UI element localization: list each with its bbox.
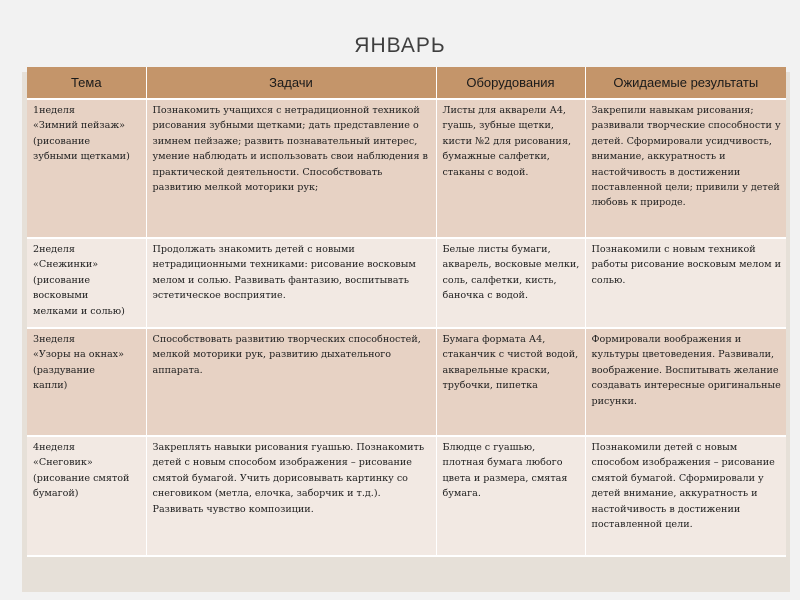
cell-tasks: Закреплять навыки рисования гуашью. Познакомить детей с новым способом изображения – рисование смятой бумагой. Учить дорисовывать картинку со снеговиком (метла, елочка, заборчик и т.д.). Развивать чувство композиции. <box>146 436 436 556</box>
slide-title: ЯНВАРЬ <box>354 34 446 57</box>
header-row <box>27 67 786 99</box>
cell-results: Формировали воображения и культуры цветоведения. Развивали, воображение. Воспитывать желание создавать интересные оригинальные рисунки. <box>585 328 786 436</box>
cell-theme: 3неделя «Узоры на окнах» (раздувание капли) <box>27 328 146 436</box>
cell-results: Закрепили навыкам рисования; развивали творческие способности у детей. Сформировали усидчивость, внимание, аккуратность и настойчивость в достижении поставленной цели; привили у детей любовь к природе. <box>585 99 786 238</box>
cell-tasks: Продолжать знакомить детей с новыми нетрадиционными техниками: рисование восковым мелом и солью. Развивать фантазию, воспитывать эстетическое восприятие. <box>146 238 436 328</box>
cell-tasks: Способствовать развитию творческих способностей, мелкой моторики рук, развитию дыхательного аппарата. <box>146 328 436 436</box>
plan-table <box>27 67 786 557</box>
header-theme: Тема <box>27 67 146 99</box>
cell-equipment: Белые листы бумаги, акварель, восковые мелки, соль, салфетки, кисть, баночка с водой. <box>436 238 585 328</box>
table-row <box>27 436 786 556</box>
cell-equipment: Листы для акварели А4, гуашь, зубные щетки, кисти №2 для рисования, бумажные салфетки, стаканы с водой. <box>436 99 585 238</box>
cell-equipment: Бумага формата А4, стаканчик с чистой водой, акварельные краски, трубочки, пипетка <box>436 328 585 436</box>
cell-theme: 2неделя «Снежинки» (рисование восковыми мелками и солью) <box>27 238 146 328</box>
cell-theme: 1неделя «Зимний пейзаж» (рисование зубными щетками) <box>27 99 146 238</box>
cell-results: Познакомили детей с новым способом изображения – рисование смятой бумагой. Сформировали у детей внимание, аккуратность и настойчивость в достижении поставленной цели. <box>585 436 786 556</box>
cell-equipment: Блюдце с гуашью, плотная бумага любого цвета и размера, смятая бумага. <box>436 436 585 556</box>
table-row <box>27 99 786 238</box>
table-row <box>27 328 786 436</box>
header-results: Ожидаемые результаты <box>585 67 786 99</box>
cell-theme: 4неделя «Снеговик» (рисование смятой бумагой) <box>27 436 146 556</box>
cell-tasks: Познакомить учащихся с нетрадиционной техникой рисования зубными щетками; дать представление о зимнем пейзаже; развить познавательный интерес, умение наблюдать и использовать свои наблюдения в практической деятельности. Способствовать развитию мелкой моторики рук; <box>146 99 436 238</box>
table-row <box>27 238 786 328</box>
header-equipment: Оборудования <box>436 67 585 99</box>
cell-results: Познакомили с новым техникой работы рисование восковым мелом и солью. <box>585 238 786 328</box>
header-tasks: Задачи <box>146 67 436 99</box>
